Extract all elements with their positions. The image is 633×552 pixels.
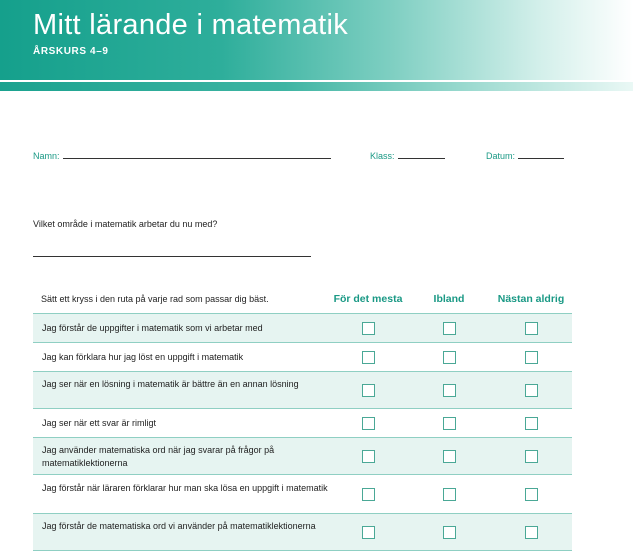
checkbox-rarely[interactable]: [525, 351, 538, 364]
checkbox-rarely[interactable]: [525, 450, 538, 463]
header-stripe: [0, 82, 633, 91]
row-statement: Jag förstår de uppgifter i matematik som vi arbetar med: [42, 323, 263, 333]
checkbox-mostly[interactable]: [362, 417, 375, 430]
checkbox-rarely[interactable]: [525, 417, 538, 430]
column-header-rarely: Nästan aldrig: [497, 293, 565, 305]
area-answer-line[interactable]: [33, 256, 311, 257]
checkbox-rarely[interactable]: [525, 526, 538, 539]
row-statement: Jag använder matematiska ord när jag svarar på frågor på matematiklektionerna: [42, 444, 275, 468]
page-title: Mitt lärande i matematik: [33, 9, 349, 41]
checkbox-sometimes[interactable]: [443, 351, 456, 364]
checkbox-sometimes[interactable]: [443, 384, 456, 397]
checkbox-mostly[interactable]: [362, 526, 375, 539]
table-row: [33, 342, 572, 372]
checkbox-sometimes[interactable]: [443, 526, 456, 539]
date-label: Datum:: [486, 151, 516, 161]
name-field[interactable]: [33, 148, 331, 161]
checkbox-mostly[interactable]: [362, 322, 375, 335]
checkbox-rarely[interactable]: [525, 322, 538, 335]
table-row: [33, 408, 572, 438]
row-statement: Jag ser när en lösning i matematik är bättre än en annan lösning: [42, 378, 299, 389]
name-label: Namn:: [33, 151, 60, 161]
checkbox-mostly[interactable]: [362, 488, 375, 501]
checkbox-rarely[interactable]: [525, 384, 538, 397]
column-header-mostly: För det mesta: [333, 293, 403, 305]
class-line[interactable]: [398, 148, 445, 159]
row-statement: Jag kan förklara hur jag löst en uppgift i matematik: [42, 352, 244, 362]
grade-subtitle: ÅRSKURS 4–9: [33, 46, 109, 57]
checkbox-mostly[interactable]: [362, 351, 375, 364]
checkbox-sometimes[interactable]: [443, 417, 456, 430]
table-row: [33, 437, 572, 475]
table-row: [33, 474, 572, 514]
checkbox-sometimes[interactable]: [443, 450, 456, 463]
checkbox-mostly[interactable]: [362, 384, 375, 397]
name-line[interactable]: [63, 148, 331, 159]
row-statement: Jag ser när ett svar är rimligt: [42, 418, 157, 428]
row-statement: Jag förstår när läraren förklarar hur man ska lösa en uppgift i matematik: [42, 482, 328, 493]
table-bottom-border: [33, 550, 572, 551]
table-row: [33, 513, 572, 551]
table-instruction: Sätt ett kryss i den ruta på varje rad som passar dig bäst.: [41, 294, 269, 304]
table-row: [33, 313, 572, 343]
checkbox-rarely[interactable]: [525, 488, 538, 501]
table-row: [33, 371, 572, 409]
area-question: Vilket område i matematik arbetar du nu med?: [33, 219, 218, 229]
class-field[interactable]: [370, 148, 445, 161]
date-field[interactable]: [486, 148, 564, 161]
checkbox-sometimes[interactable]: [443, 322, 456, 335]
checkbox-mostly[interactable]: [362, 450, 375, 463]
column-header-sometimes: Ibland: [433, 293, 465, 305]
class-label: Klass:: [370, 151, 395, 161]
date-line[interactable]: [518, 148, 564, 159]
checkbox-sometimes[interactable]: [443, 488, 456, 501]
header-banner: [0, 0, 633, 80]
row-statement: Jag förstår de matematiska ord vi använder på matematiklektionerna: [42, 520, 316, 531]
